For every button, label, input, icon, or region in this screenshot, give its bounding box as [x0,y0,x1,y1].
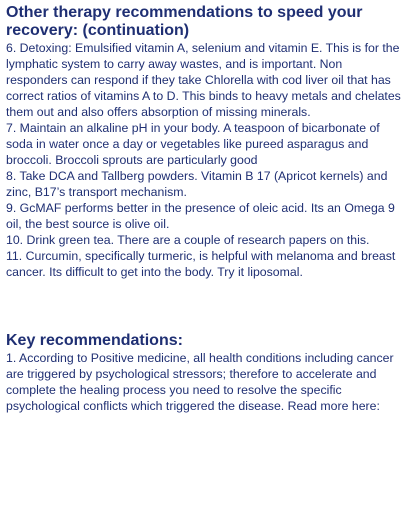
key-recommendation-item-1: 1. According to Positive medicine, all health conditions including cancer are triggered by psychological stressors; therefore to accelerate and complete the healing process you need to resolve the specific psychological conflicts which triggered the disease. Read more here: [6,351,394,413]
document-page [6,4,401,414]
recommendation-item-9: 9. GcMAF performs better in the presence of oleic acid. Its an Omega 9 oil, the best source is olive oil. [6,201,395,231]
recommendation-item-7: 7. Maintain an alkaline pH in your body. A teaspoon of bicarbonate of soda in water once a day or vegetables like pureed asparagus and broccoli. Broccoli sprouts are particularly good [6,121,380,167]
section-title-key-recommendations: Key recommendations: [6,332,183,349]
therapy-recommendations-list [6,40,401,280]
recommendation-item-11: 11. Curcumin, specifically turmeric, is helpful with melanoma and breast cancer. Its difficult to get into the body. Try it liposomal. [6,249,396,279]
recommendation-item-10: 10. Drink green tea. There are a couple of research papers on this. [6,233,370,247]
section-title-therapy-recommendations: Other therapy recommendations to speed your recovery: (continuation) [6,4,363,39]
section-spacer [6,280,401,332]
recommendation-item-8: 8. Take DCA and Tallberg powders. Vitamin B 17 (Apricot kernels) and zinc, B17’s transport mechanism. [6,169,388,199]
recommendation-item-6: 6. Detoxing: Emulsified vitamin A, selenium and vitamin E. This is for the lymphatic system to carry away wastes, and is important. Non responders can respond if they take Chlorella with cod liver oil that has correct ratios of vitamins A to D. This binds to heavy metals and chelates them out and also offers absorption of missing minerals. [6,41,401,119]
key-recommendations-list [6,350,401,414]
